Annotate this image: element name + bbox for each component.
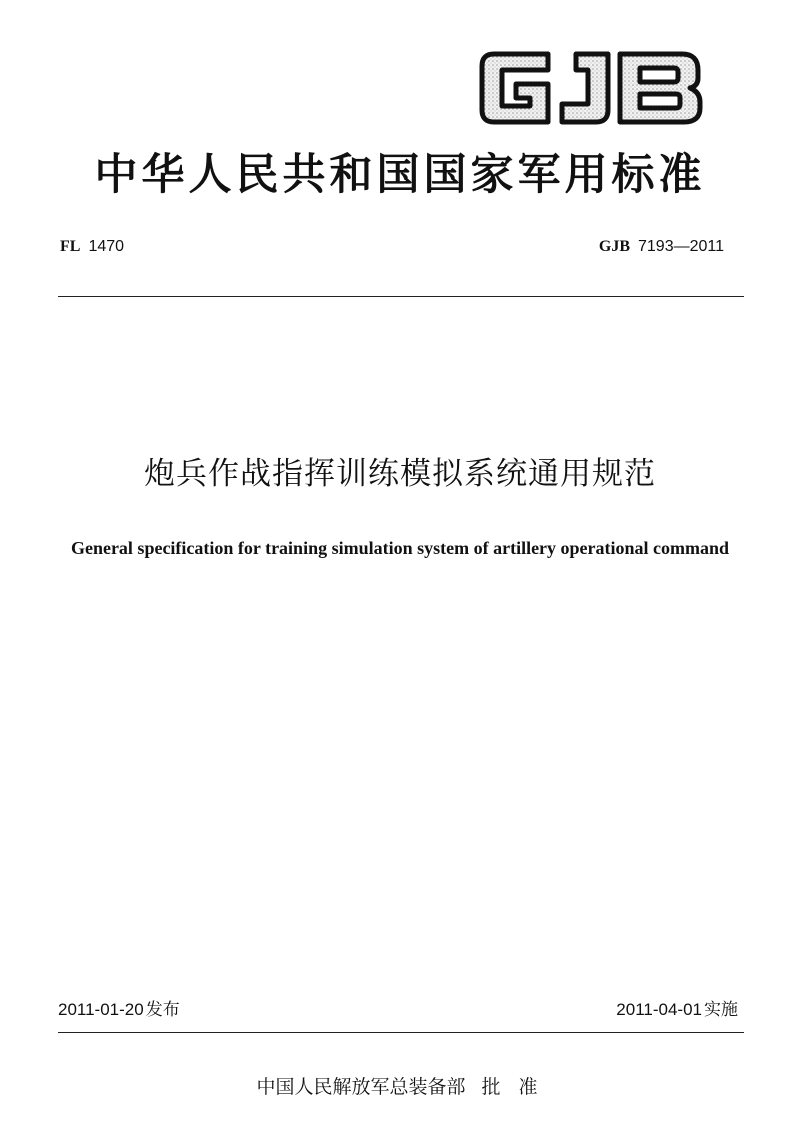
standard-number-label: GJB (598, 238, 630, 255)
approval-word: 批 准 (481, 1076, 544, 1098)
approver-name: 中国人民解放军总装备部 (256, 1076, 466, 1098)
implementation-date-value: 2011-04-01 (616, 1000, 702, 1019)
standard-type-heading: 中华人民共和国国家军用标准 (94, 150, 706, 200)
issue-date-value: 2011-01-20 (58, 1000, 144, 1019)
implementation-date-word: 实施 (704, 1000, 738, 1020)
footer-divider (58, 1032, 744, 1033)
english-title: General specification for training simulation system of artillery operational command (70, 538, 730, 558)
issue-date (58, 998, 180, 1022)
standard-number (599, 236, 724, 258)
classification-code-label: FL (60, 238, 81, 255)
approver-line (0, 1074, 800, 1100)
classification-code (60, 236, 124, 258)
standard-number-value: 7193—2011 (638, 238, 724, 255)
implementation-date (616, 998, 738, 1022)
gjb-logo (476, 40, 708, 136)
chinese-title: 炮兵作战指挥训练模拟系统通用规范 (144, 456, 656, 492)
classification-code-value: 1470 (88, 238, 125, 255)
header-divider (58, 296, 744, 297)
issue-date-word: 发布 (145, 1000, 180, 1020)
